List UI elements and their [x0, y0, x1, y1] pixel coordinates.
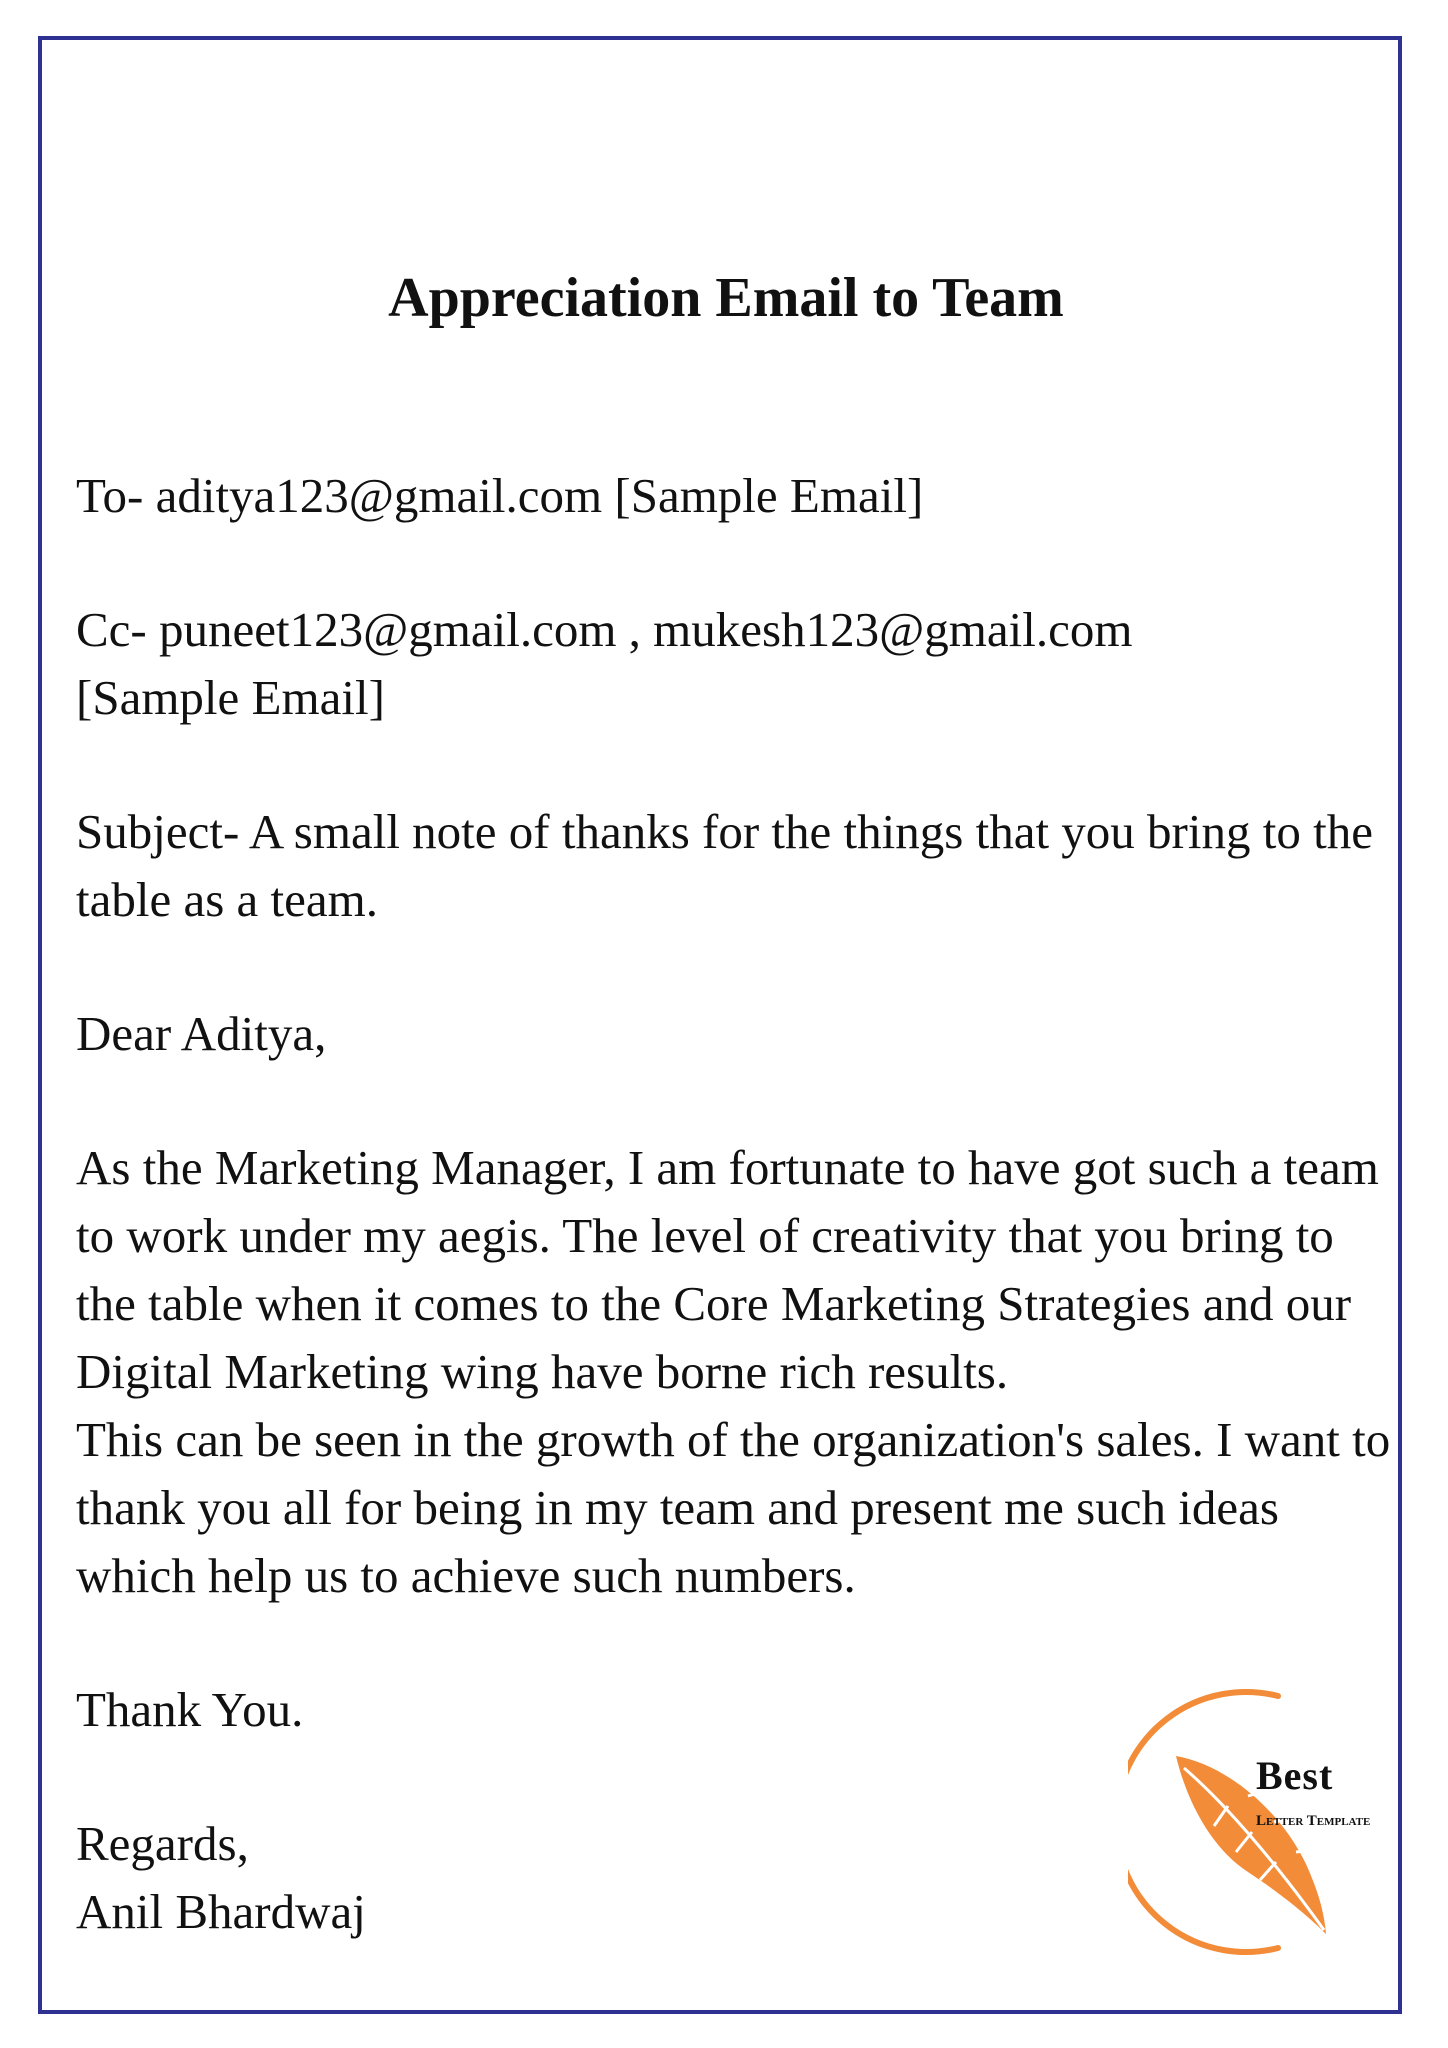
logo-brand-word: Best: [1256, 1753, 1334, 1798]
subject-line: Subject- A small note of thanks for the things that you bring to the: [76, 804, 1373, 859]
body-line: to work under my aegis. The level of creativity that you bring to: [76, 1208, 1334, 1263]
document-title: Appreciation Email to Team: [388, 267, 1064, 329]
cc-line-continued: [Sample Email]: [76, 670, 385, 725]
body-line: This can be seen in the growth of the organization's sales. I want to: [76, 1412, 1391, 1467]
salutation: Dear Aditya,: [76, 1006, 327, 1061]
body-line: As the Marketing Manager, I am fortunate to have got such a team: [76, 1140, 1379, 1195]
signature-name: Anil Bhardwaj: [76, 1884, 366, 1939]
subject-line-continued: table as a team.: [76, 872, 379, 927]
body-line: Digital Marketing wing have borne rich results.: [76, 1344, 1009, 1399]
body-line: thank you all for being in my team and present me such ideas: [76, 1480, 1279, 1535]
closing-line: Regards,: [76, 1816, 249, 1871]
body-line: the table when it comes to the Core Marketing Strategies and our: [76, 1276, 1352, 1331]
cc-line: Cc- puneet123@gmail.com , mukesh123@gmail.com: [76, 602, 1133, 657]
logo-brand-subtitle: Letter Template: [1256, 1813, 1371, 1829]
body-line: which help us to achieve such numbers.: [76, 1548, 856, 1603]
thanks-line: Thank You.: [76, 1682, 304, 1737]
to-line: To- aditya123@gmail.com [Sample Email]: [76, 468, 924, 523]
